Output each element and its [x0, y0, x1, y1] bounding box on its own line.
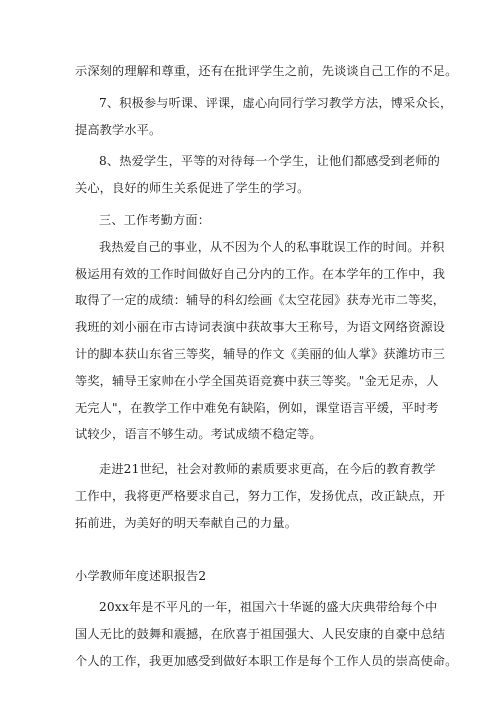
paragraph-item-7	[75, 90, 453, 144]
paragraph-line: 20xx年是不平凡的一年，祖国六十华诞的盛大庆典带给每个中	[99, 600, 438, 615]
paragraph-line: 我热爱自己的事业，从不因为个人的私事耽误工作的时间。并积	[99, 239, 445, 254]
paragraph-line: 取得了一定的成绩：辅导的科幻绘画《太空花园》获寿光市二等奖，	[75, 293, 446, 308]
paragraph-line: 7、积极参与听课、评课，虚心向同行学习教学方法，博采众长，	[99, 95, 453, 110]
paragraph-line: 拓前进，为美好的明天奉献自己的力量。	[75, 515, 298, 530]
paragraph-line: 无完人"，在教学工作中难免有缺陷，例如，课堂语言平缓，平时考	[75, 400, 439, 415]
paragraph-line: 关心，良好的师生关系促进了学生的学习。	[75, 181, 310, 196]
paragraph-line: 试较少，语言不够生动。考试成绩不稳定等。	[75, 427, 322, 442]
paragraph-line: 工作中，我将更严格要求自己，努力工作，发扬优点，改正缺点，开	[75, 488, 446, 503]
paragraph-line: 提高教学水平。	[75, 122, 162, 137]
paragraph-attendance	[75, 234, 446, 448]
paragraph-item-8	[75, 148, 441, 202]
paragraph-line: 国人无比的鼓舞和震撼，在欣喜于祖国强大、人民安康的自豪中总结	[75, 627, 446, 642]
paragraph-intro	[75, 594, 458, 674]
report-title: 小学教师年度述职报告2	[75, 568, 207, 583]
paragraph-line: 走进21世纪，社会对教师的素质要求更高，在今后的教育教学	[99, 462, 436, 477]
paragraph-line: 8、热爱学生，平等的对待每一个学生，让他们都感受到老师的	[99, 154, 441, 169]
section-heading: 三、工作考勤方面：	[99, 212, 211, 227]
paragraph-line: 我班的刘小丽在市古诗词表演中获故事大王称号，为语文网络资源设	[75, 320, 446, 335]
paragraph-line: 个人的工作，我更加感受到做好本职工作是每个工作人员的崇高使命。	[75, 653, 458, 668]
paragraph-line: 示深刻的理解和尊重，还有在批评学生之前，先谈谈自己工作的不足。	[75, 64, 458, 78]
paragraph-outlook	[75, 456, 446, 536]
paragraph-line: 等奖，辅导王家帅在小学全国英语竞赛中获三等奖。"金无足赤，人	[75, 373, 439, 388]
paragraph-line: 计的脚本获山东省三等奖，辅导的作文《美丽的仙人掌》获潍坊市三	[75, 346, 446, 361]
document-page	[75, 58, 458, 675]
paragraph-line: 极运用有效的工作时间做好自己分内的工作。在本学年的工作中，我	[75, 266, 446, 281]
